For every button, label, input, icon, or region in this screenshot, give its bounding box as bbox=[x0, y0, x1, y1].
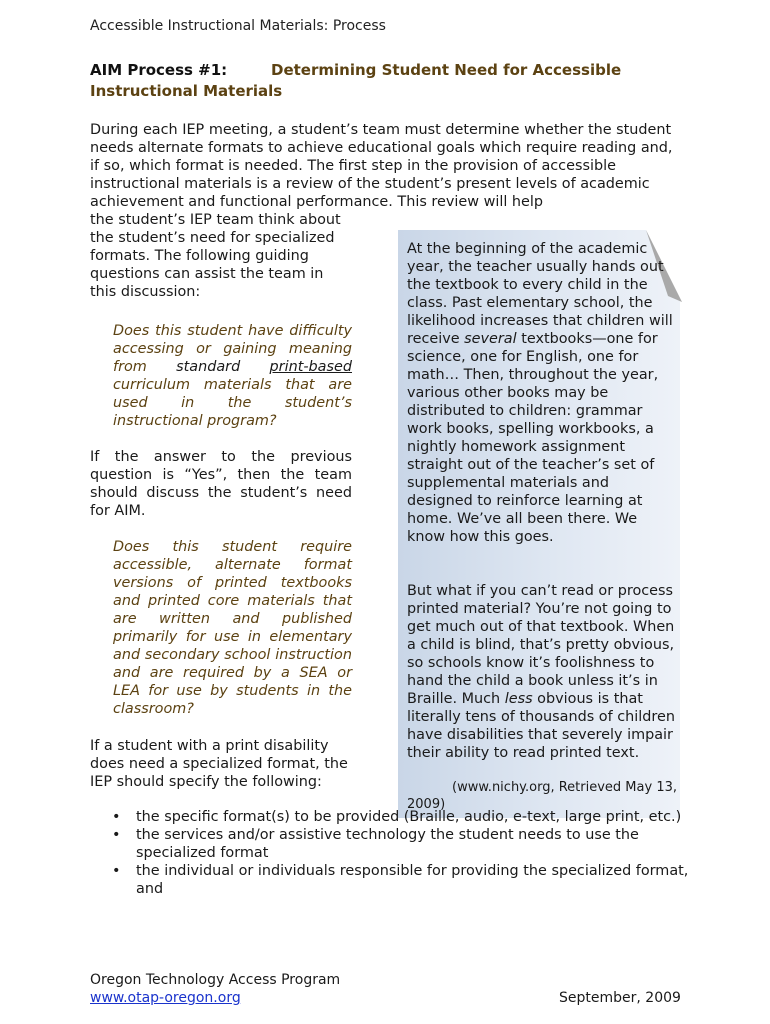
guiding-question-1 bbox=[113, 322, 352, 430]
q1-print-based: print-based bbox=[269, 359, 352, 375]
list-item bbox=[90, 808, 690, 826]
list-item bbox=[90, 862, 690, 898]
intro-paragraph: During each IEP meeting, a student’s team must determine whether the student needs alternate formats to achieve educational goals which require reading and, if so, which format is needed. The first step in the provision of accessible instructional materials is a review of the student’s present levels of academic achievement and functional performance. This review will help bbox=[90, 122, 673, 210]
list-item-text: the individual or individuals responsible for providing the specialized format, and bbox=[136, 863, 689, 897]
footer-url-link[interactable]: www.otap-oregon.org bbox=[90, 990, 241, 1006]
citation-line-2: 2009) bbox=[407, 797, 446, 812]
left-paragraph-2: If the answer to the previous question is “Yes”, then the team should discuss the student’s need for AIM. bbox=[90, 449, 352, 519]
sidebar-paragraph-1 bbox=[407, 240, 675, 546]
sidebar-p2-a: But what if you can’t read or process printed material? You’re not going to get much out of that textbook. When a child is blind, that’s pretty obvious, so schools know it’s foolishness to hand the child a book unless it’s in Braille. Much bbox=[407, 583, 675, 707]
bullet-icon: • bbox=[112, 827, 121, 843]
title-line-2: Instructional Materials bbox=[90, 82, 283, 100]
q1-text-b: curriculum materials that are used in the student’s instructional program? bbox=[113, 377, 352, 429]
sidebar-p2-em: less bbox=[504, 691, 533, 707]
left-paragraph-1: the student’s IEP team think about the student’s need for specialized formats. The following guiding questions can assist the team in this discussion: bbox=[90, 212, 341, 300]
footer-organization: Oregon Technology Access Program bbox=[90, 972, 341, 988]
list-item bbox=[90, 826, 690, 862]
footer-date: September, 2009 bbox=[559, 990, 681, 1006]
title-line-1: Determining Student Need for Accessible bbox=[271, 61, 622, 79]
bullet-icon: • bbox=[112, 809, 121, 825]
page-title bbox=[90, 60, 650, 102]
list-item-text: the services and/or assistive technology the student needs to use the specialized format bbox=[136, 827, 639, 861]
citation-line-1: (www.nichy.org, Retrieved May 13, bbox=[452, 780, 677, 795]
guiding-question-2: Does this student require accessible, alternate format versions of printed textbooks and printed core materials that are written and published primarily for use in elementary and secondary school instruction and are required by a SEA or LEA for use by students in the classroom? bbox=[113, 539, 352, 717]
list-item-text: the specific format(s) to be provided (Braille, audio, e-text, large print, etc.) bbox=[136, 809, 682, 825]
process-number: AIM Process #1: bbox=[90, 61, 228, 79]
q1-standard: standard bbox=[176, 359, 241, 375]
specification-list bbox=[90, 808, 690, 898]
sidebar-p1-a: At the beginning of the academic year, the teacher usually hands out the textbook to every child in the class. Past elementary school, the likelihood increases that children will receive bbox=[407, 241, 673, 347]
sidebar-p1-b: textbooks—one for science, one for English, one for math… Then, throughout the year, various other books may be distributed to children: grammar work books, spelling workbooks, a nightly homework assignment straight out of the teacher’s set of supplemental materials and designed to reinforce learning at home. We’ve all been there. We know how this goes. bbox=[407, 331, 659, 545]
sidebar-p2-b: obvious is that literally tens of thousands of children have disabilities that severely impair their ability to read printed text. bbox=[407, 691, 675, 761]
q1-text-a: Does this student have difficulty accessing or gaining meaning from bbox=[113, 323, 352, 375]
sidebar-p1-em: several bbox=[464, 331, 517, 347]
sidebar-paragraph-2 bbox=[407, 582, 675, 762]
left-paragraph-3: If a student with a print disability does need a specialized format, the IEP should specify the following: bbox=[90, 738, 348, 790]
bullet-icon: • bbox=[112, 863, 121, 879]
running-header: Accessible Instructional Materials: Process bbox=[90, 18, 386, 34]
